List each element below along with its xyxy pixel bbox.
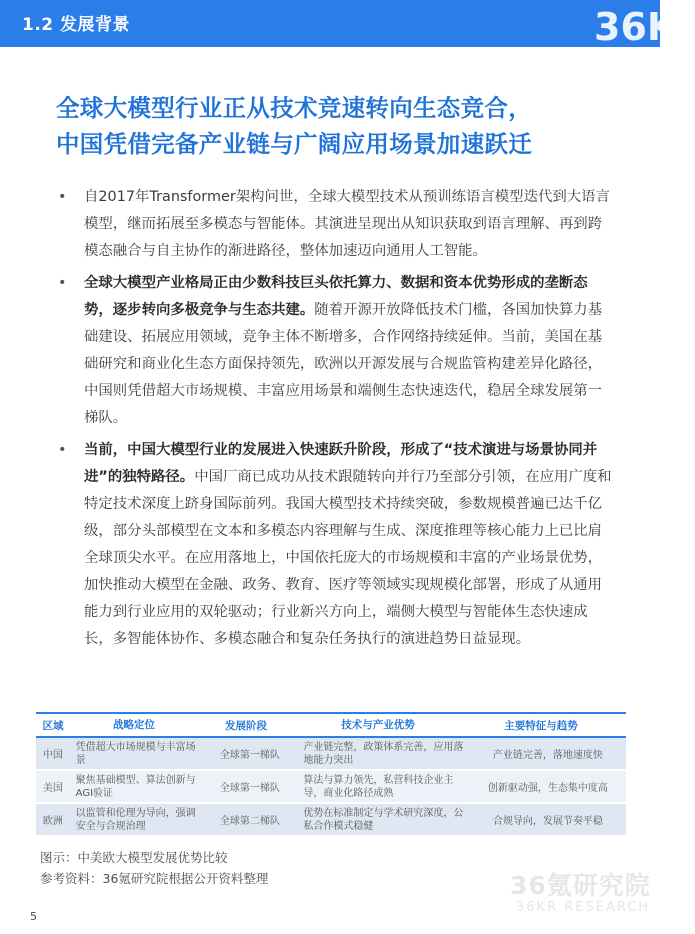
cell-trend: 创新驱动强，生态集中度高 (487, 783, 608, 794)
cell-trend: 合规导向，发展节奏平稳 (492, 816, 603, 827)
bullet-list (56, 184, 616, 658)
bullet-item (56, 437, 616, 653)
cell-strategy: 聚焦基础模型、算法创新与AGI验证 (75, 774, 196, 799)
caption-source: 参考资料：36氪研究院根据公开资料整理 (40, 871, 269, 886)
header-region: 区域 (42, 719, 64, 732)
watermark-en: 36KR RESEARCH (516, 900, 651, 915)
bullet-dot-icon: • (58, 442, 67, 458)
cell-advantage: 产业链完整，政策体系完善，应用落地能力突出 (303, 741, 464, 766)
header-advantage: 技术与产业优势 (341, 718, 415, 731)
bullet-dot-icon: • (58, 275, 67, 291)
header-strategy: 战略定位 (113, 718, 155, 731)
bullet-text: 随着开源开放降低技术门槛，各国加快算力基础建设、拓展应用领域，竞争主体不断增多，合作网络持续延伸。当前，美国在基础研究和商业化生态方面保持领先，欧洲以开源发展与合规监管构建差异化路径，中国则凭借超大市场规模、丰富应用场景和端侧生态快速迭代，稳居全球发展第一梯队。 (84, 302, 603, 426)
bullet-bold: 当前，中国大模型行业的发展进入快速跃升阶段，形成了“技术演进与场景协同并进”的独特路径。 (84, 442, 598, 485)
cell-region: 欧洲 (42, 816, 63, 827)
header-stage: 发展阶段 (225, 719, 267, 732)
cell-trend: 产业链完善，落地速度快 (492, 750, 603, 761)
title-line-1: 全球大模型行业正从技术竞速转向生态竞合， (56, 94, 532, 122)
figure-caption (40, 847, 268, 889)
cell-strategy: 以监管和伦理为导向，强调安全与合规治理 (75, 807, 196, 832)
bullet-item (56, 270, 616, 432)
research-watermark (510, 872, 651, 916)
page-number: 5 (30, 910, 37, 923)
title-line-2: 中国凭借完备产业链与广阔应用场景加速跃迁 (56, 130, 532, 158)
bullet-bold: 全球大模型产业格局正由少数科技巨头依托算力、数据和资本优势形成的垄断态势，逐步转向多极竞争与生态共建。 (84, 275, 588, 318)
cell-advantage: 算法与算力领先，私营科技企业主导，商业化路径成熟 (303, 774, 454, 799)
header-trend: 主要特征与趋势 (504, 719, 578, 732)
cell-stage: 全球第一梯队 (219, 750, 280, 761)
watermark-cn: 36氪研究院 (510, 871, 651, 900)
cell-advantage: 优势在标准制定与学术研究深度，公私合作模式稳健 (303, 807, 464, 832)
brand-logo (564, 0, 695, 49)
page-title (56, 90, 636, 162)
table-row (36, 771, 626, 804)
table-row (36, 738, 626, 771)
logo-mark: 36Kr (594, 5, 695, 49)
cell-stage: 全球第二梯队 (219, 816, 280, 827)
section-title: 1.2 发展背景 (22, 15, 131, 35)
cell-stage: 全球第一梯队 (219, 783, 280, 794)
cell-region: 中国 (42, 750, 63, 761)
table-header (36, 712, 626, 738)
comparison-table (36, 712, 626, 837)
table-row (36, 804, 626, 837)
caption-figure: 图示：中美欧大模型发展优势比较 (40, 850, 228, 865)
bullet-text: 中国厂商已成功从技术跟随转向并行乃至部分引领，在应用广度和特定技术深度上跻身国际前列。我国大模型技术持续突破，参数规模普遍已达千亿级，部分头部模型在文本和多模态内容理解与生成、深度推理等核心能力上已比肩全球顶尖水平。在应用落地上，中国依托庞大的市场规模和丰富的产业场景优势，加快推动大模型在金融、政务、教育、医疗等领域实现规模化部署，形成了从通用能力到行业应用的双轮驱动；行业新兴方向上，端侧大模型与智能体生态快速成长，多智能体协作、多模态融合和复杂任务执行的演进趋势日益显现。 (84, 469, 612, 647)
cell-strategy: 凭借超大市场规模与丰富场景 (75, 741, 196, 766)
bullet-dot-icon: • (58, 189, 67, 205)
bullet-text: 自2017年Transformer架构问世，全球大模型技术从预训练语言模型迭代到大语言模型，继而拓展至多模态与智能体。其演进呈现出从知识获取到语言理解、再到跨模态融合与自主协作的渐进路径，整体加速迈向通用人工智能。 (84, 189, 610, 259)
cell-region: 美国 (42, 783, 63, 794)
bullet-item (56, 184, 616, 265)
page-header (0, 0, 695, 49)
